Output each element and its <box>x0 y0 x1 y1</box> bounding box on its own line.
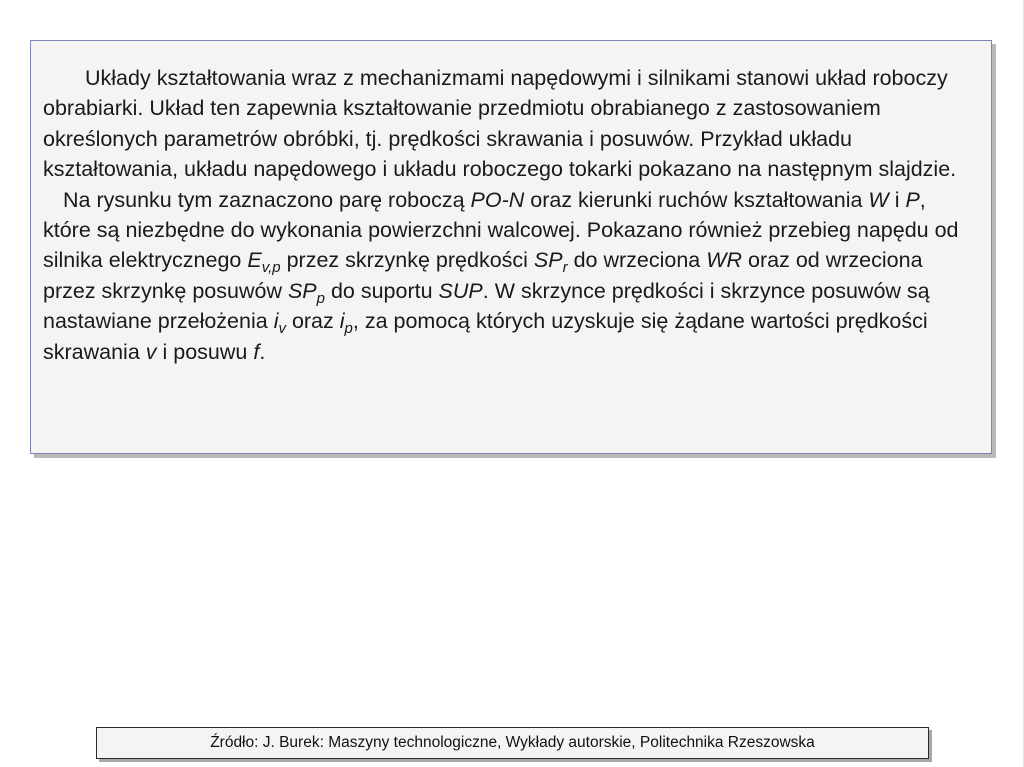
p2-symbol: v <box>145 339 157 364</box>
p2-symbol: SP <box>533 248 563 273</box>
p2-subscript: p <box>316 289 325 307</box>
p2-subscript: p <box>344 320 353 338</box>
p2-text: i <box>888 187 906 212</box>
p2-symbol: WR <box>706 248 743 273</box>
p2-text: . W skrzynce prędkości i skrzynce posuwów są nastawiane przełożenia <box>43 278 930 334</box>
paragraph-1-text: Układy kształtowania wraz z mechanizmami napędowymi i silnikami stanowi układ roboczy obrabiarki. Układ ten zapewnia kształtowanie przedmiotu obrabianego z zastosowaniem określonych parametrów obróbki, tj. prędkości skrawania i posuwów. Przykład układu kształtowania, układu napędowego i układu roboczego tokarki pokazano na następnym slajdzie. <box>43 66 957 182</box>
p2-text: , które są niezbędne do wykonania powierzchni walcowej. Pokazano również przebieg napędu od silnika elektrycznego <box>43 187 959 273</box>
p2-subscript: r <box>562 259 568 277</box>
p2-text: do wrzeciona <box>567 248 707 273</box>
p2-subscript: v,p <box>261 259 281 277</box>
p2-text: i posuwu <box>156 339 254 364</box>
p2-text: przez skrzynkę prędkości <box>280 248 534 273</box>
p2-subscript: v <box>278 320 286 338</box>
p2-text: . <box>259 339 266 364</box>
p2-symbol: i <box>339 309 345 334</box>
p2-text: oraz kierunki ruchów kształtowania <box>524 187 869 212</box>
p2-symbol: i <box>273 309 279 334</box>
p2-text: oraz od wrzeciona przez skrzynkę posuwów <box>43 248 923 303</box>
p2-text: do suportu <box>324 278 439 303</box>
p2-text: , za pomocą których uzyskuje się żądane wartości prędkości skrawania <box>43 309 928 364</box>
p2-symbol: f <box>253 339 260 364</box>
content-text-box <box>30 40 992 454</box>
source-citation-box <box>96 727 929 759</box>
p2-text: Na rysunku tym zaznaczono parę roboczą <box>63 187 471 212</box>
p2-symbol: SP <box>287 278 317 303</box>
p2-symbol: W <box>868 187 889 212</box>
p2-symbol: P <box>905 187 920 212</box>
p2-symbol: E <box>247 248 262 273</box>
p2-text: oraz <box>285 309 340 334</box>
p2-symbol: SUP <box>438 278 483 303</box>
source-citation-text: Źródło: J. Burek: Maszyny technologiczne, Wykłady autorskie, Politechnika Rzeszowska <box>210 734 815 751</box>
p2-symbol: PO-N <box>470 187 525 212</box>
paragraph-2 <box>43 185 979 367</box>
paragraph-1 <box>43 63 979 185</box>
